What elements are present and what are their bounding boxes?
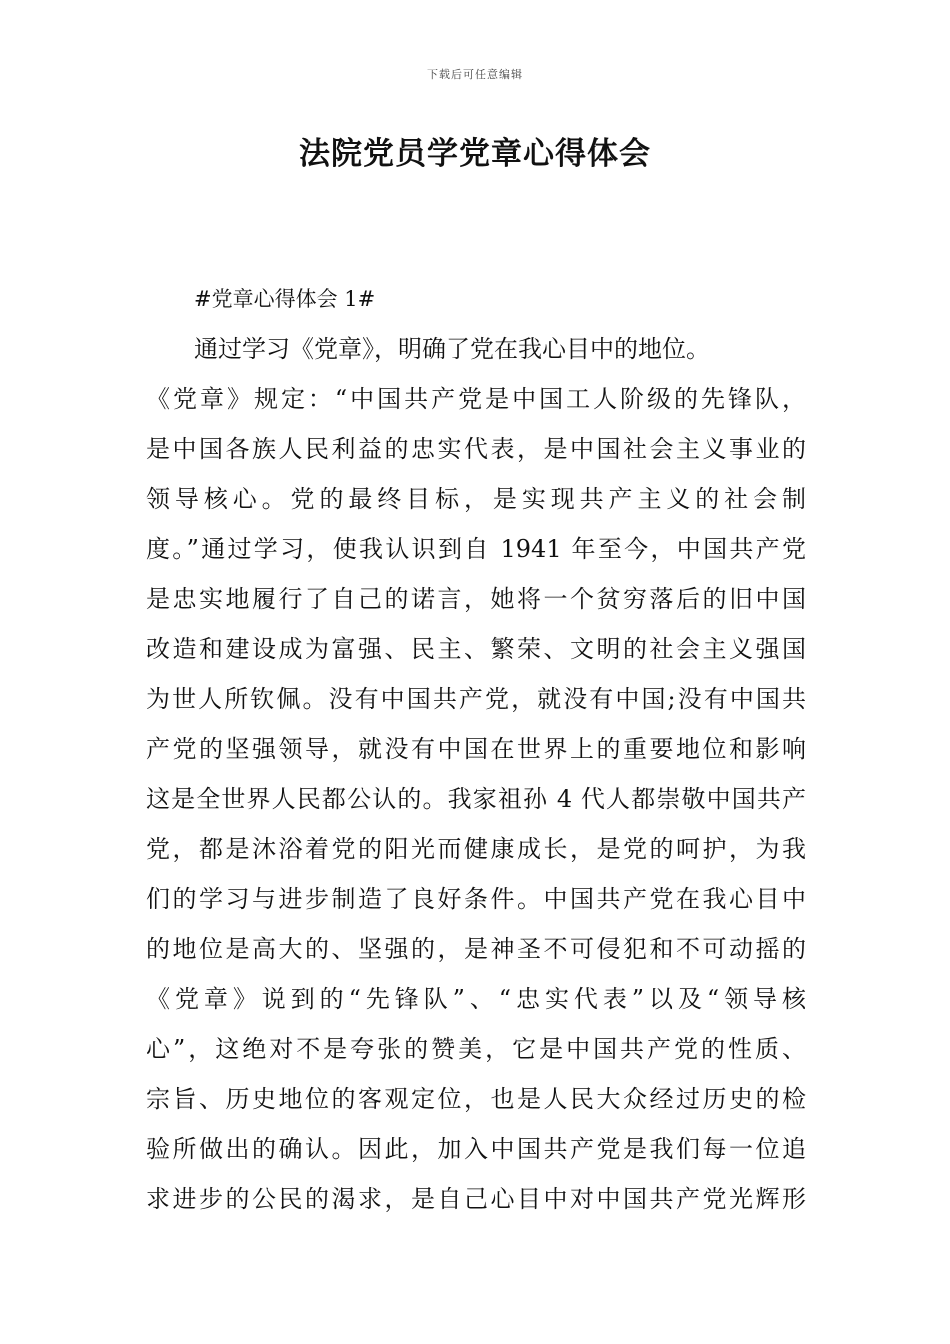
paragraph-line: 通过学习《党章》，明确了党在我心目中的地位。 <box>194 335 710 363</box>
paragraph-line: 度。”通过学习，使我认识到自 1941 年至今，中国共产党 <box>146 535 806 563</box>
paragraph-line: 求进步的公民的渴求，是自己心目中对中国共产党光辉形 <box>146 1185 806 1213</box>
paragraph-line: 党，都是沐浴着党的阳光而健康成长，是党的呵护，为我 <box>146 835 806 863</box>
section-heading: #党章心得体会 1# <box>194 287 376 311</box>
paragraph-line: 为世人所钦佩。没有中国共产党，就没有中国;没有中国共 <box>146 685 806 713</box>
paragraph-line: 验所做出的确认。因此，加入中国共产党是我们每一位追 <box>146 1135 806 1163</box>
paragraph-line: 是忠实地履行了自己的诺言，她将一个贫穷落后的旧中国 <box>146 585 806 613</box>
paragraph-line: 《党章》说到的“先锋队”、“忠实代表”以及“领导核 <box>146 985 806 1013</box>
paragraph-line: 《党章》规定：“中国共产党是中国工人阶级的先锋队， <box>146 385 806 413</box>
document-title: 法院党员学党章心得体会 <box>299 136 651 172</box>
paragraph-line: 产党的坚强领导，就没有中国在世界上的重要地位和影响 <box>146 735 806 763</box>
paragraph-line: 是中国各族人民利益的忠实代表，是中国社会主义事业的 <box>146 435 806 463</box>
document-body <box>146 281 806 1231</box>
header-note: 下载后可任意编辑 <box>427 68 523 81</box>
paragraph-line: 这是全世界人民都公认的。我家祖孙 4 代人都崇敬中国共产 <box>146 785 806 813</box>
paragraph-line: 宗旨、历史地位的客观定位，也是人民大众经过历史的检 <box>146 1085 806 1113</box>
paragraph-line: 领导核心。党的最终目标，是实现共产主义的社会制 <box>146 485 806 513</box>
paragraph-line: 改造和建设成为富强、民主、繁荣、文明的社会主义强国 <box>146 635 806 663</box>
paragraph-line: 心”，这绝对不是夸张的赞美，它是中国共产党的性质、 <box>146 1035 806 1063</box>
paragraph-line: 的地位是高大的、坚强的，是神圣不可侵犯和不可动摇的 <box>146 935 806 963</box>
paragraph-line: 们的学习与进步制造了良好条件。中国共产党在我心目中 <box>146 885 806 913</box>
